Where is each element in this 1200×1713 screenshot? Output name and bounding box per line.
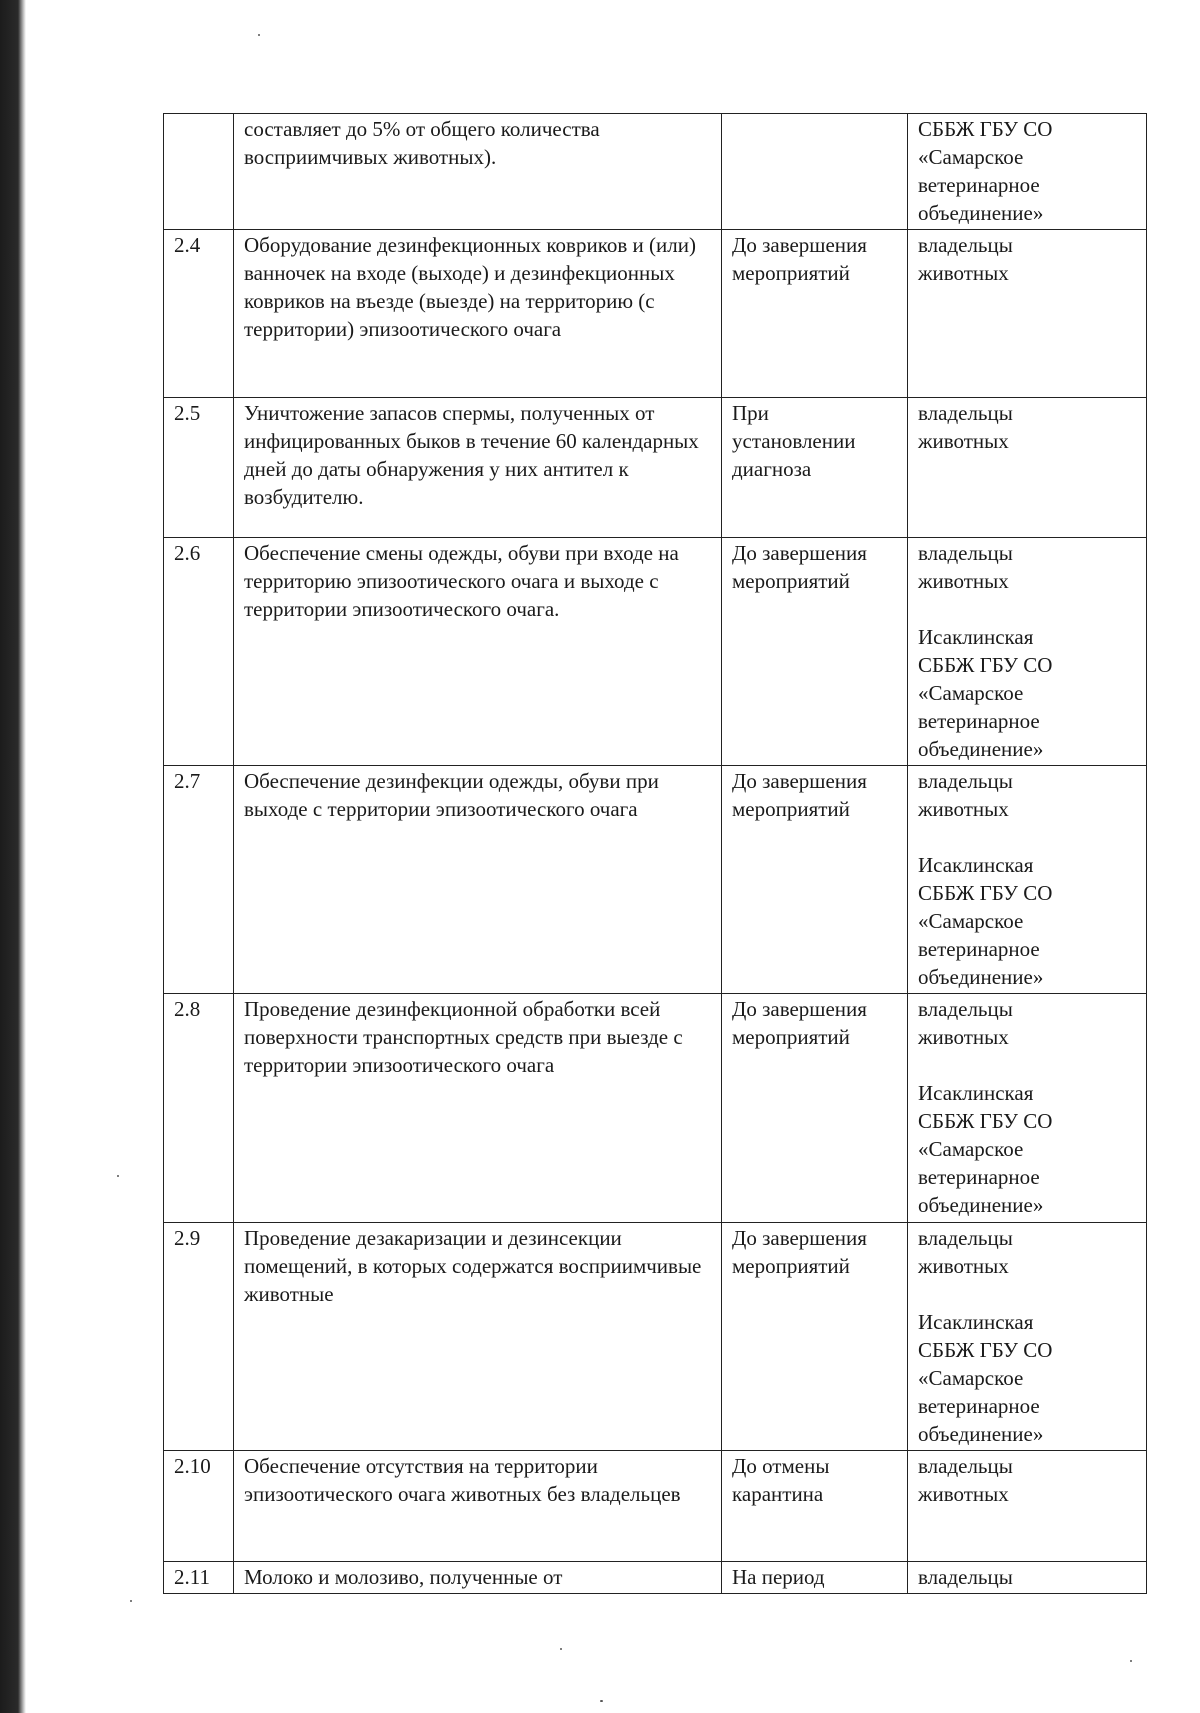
responsible-line: Исаклинская [918, 1310, 1034, 1334]
row-number: 2.4 [164, 230, 234, 398]
responsible-line: СББЖ ГБУ СО [918, 117, 1053, 141]
row-number: 2.9 [164, 1223, 234, 1451]
responsible-line: владельцы [918, 769, 1013, 793]
row-action: Молоко и молозиво, полученные от [234, 1562, 722, 1594]
table-row [164, 766, 1147, 994]
scan-edge-shadow [0, 0, 26, 1713]
row-responsible [908, 538, 1147, 766]
row-responsible [908, 1223, 1147, 1451]
row-action: Оборудование дезинфекционных ковриков и (или) ванночек на входе (выходе) и дезинфекционных ковриков на въезде (выезде) на территорию (с территории) эпизоотического очага [234, 230, 722, 398]
responsible-line: животных [918, 569, 1009, 593]
responsible-line: Исаклинская [918, 853, 1034, 877]
row-responsible [908, 114, 1147, 230]
responsible-line: владельцы [918, 1226, 1013, 1250]
responsible-line: животных [918, 429, 1009, 453]
row-number [164, 114, 234, 230]
row-responsible [908, 1562, 1147, 1594]
table-row [164, 1223, 1147, 1451]
row-responsible [908, 230, 1147, 398]
table-row [164, 1562, 1147, 1594]
responsible-line: объединение» [918, 1422, 1044, 1446]
responsible-line: животных [918, 1025, 1009, 1049]
responsible-line: Исаклинская [918, 1081, 1034, 1105]
scan-speck [560, 1648, 562, 1650]
row-deadline: При установлении диагноза [722, 398, 908, 538]
responsible-line: «Самарское [918, 909, 1024, 933]
responsible-line: владельцы [918, 233, 1013, 257]
row-action: Обеспечение дезинфекции одежды, обуви при выходе с территории эпизоотического очага [234, 766, 722, 994]
row-deadline: До отмены карантина [722, 1451, 908, 1562]
row-deadline: До завершения мероприятий [722, 766, 908, 994]
table-row [164, 1451, 1147, 1562]
responsible-line: «Самарское [918, 1366, 1024, 1390]
row-number: 2.11 [164, 1562, 234, 1594]
responsible-line: ветеринарное [918, 937, 1040, 961]
responsible-line: владельцы [918, 1454, 1013, 1478]
table-row [164, 114, 1147, 230]
responsible-line: объединение» [918, 965, 1044, 989]
scan-speck [600, 1700, 603, 1702]
row-number: 2.8 [164, 994, 234, 1223]
responsible-line: ветеринарное [918, 173, 1040, 197]
responsible-line: «Самарское [918, 145, 1024, 169]
row-deadline: На период [722, 1562, 908, 1594]
row-number: 2.5 [164, 398, 234, 538]
row-action: Проведение дезакаризации и дезинсекции помещений, в которых содержатся восприимчивые животные [234, 1223, 722, 1451]
row-action: Проведение дезинфекционной обработки всей поверхности транспортных средств при выезде с территории эпизоотического очага [234, 994, 722, 1223]
scan-speck [117, 1175, 119, 1177]
responsible-line: объединение» [918, 1193, 1044, 1217]
responsible-line: Исаклинская [918, 625, 1034, 649]
responsible-line: животных [918, 797, 1009, 821]
row-deadline: До завершения мероприятий [722, 994, 908, 1223]
responsible-line: животных [918, 261, 1009, 285]
row-deadline: До завершения мероприятий [722, 1223, 908, 1451]
row-deadline: До завершения мероприятий [722, 538, 908, 766]
row-number: 2.10 [164, 1451, 234, 1562]
row-responsible [908, 398, 1147, 538]
responsible-line: «Самарское [918, 1137, 1024, 1161]
responsible-gap [918, 823, 1136, 851]
row-action: Обеспечение смены одежды, обуви при входе на территорию эпизоотического очага и выходе с территории эпизоотического очага. [234, 538, 722, 766]
responsible-line: ветеринарное [918, 1165, 1040, 1189]
row-number: 2.6 [164, 538, 234, 766]
responsible-line: животных [918, 1482, 1009, 1506]
measures-table-body [164, 114, 1147, 1594]
row-number: 2.7 [164, 766, 234, 994]
responsible-line: ветеринарное [918, 709, 1040, 733]
responsible-line: владельцы [918, 997, 1013, 1021]
responsible-line: «Самарское [918, 681, 1024, 705]
table-row [164, 398, 1147, 538]
row-deadline: До завершения мероприятий [722, 230, 908, 398]
table-row [164, 538, 1147, 766]
responsible-line: владельцы [918, 541, 1013, 565]
measures-table [163, 113, 1147, 1594]
row-responsible [908, 994, 1147, 1223]
responsible-line: СББЖ ГБУ СО [918, 881, 1053, 905]
responsible-gap [918, 1280, 1136, 1308]
responsible-line: животных [918, 1254, 1009, 1278]
row-deadline [722, 114, 908, 230]
scan-speck [1130, 1660, 1132, 1662]
table-row [164, 994, 1147, 1223]
responsible-line: владельцы [918, 401, 1013, 425]
row-action: Обеспечение отсутствия на территории эпизоотического очага животных без владельцев [234, 1451, 722, 1562]
responsible-line: СББЖ ГБУ СО [918, 1109, 1053, 1133]
row-responsible [908, 766, 1147, 994]
responsible-line: объединение» [918, 737, 1044, 761]
responsible-line: владельцы [918, 1565, 1013, 1589]
responsible-line: СББЖ ГБУ СО [918, 653, 1053, 677]
scan-speck [130, 1600, 132, 1602]
row-action: Уничтожение запасов спермы, полученных от инфицированных быков в течение 60 календарных дней до даты обнаружения у них антител к возбудителю. [234, 398, 722, 538]
responsible-gap [918, 595, 1136, 623]
responsible-line: объединение» [918, 201, 1044, 225]
row-action: составляет до 5% от общего количества восприимчивых животных). [234, 114, 722, 230]
responsible-line: СББЖ ГБУ СО [918, 1338, 1053, 1362]
responsible-gap [918, 1051, 1136, 1079]
table-row [164, 230, 1147, 398]
scan-speck [258, 34, 260, 36]
row-responsible [908, 1451, 1147, 1562]
responsible-line: ветеринарное [918, 1394, 1040, 1418]
